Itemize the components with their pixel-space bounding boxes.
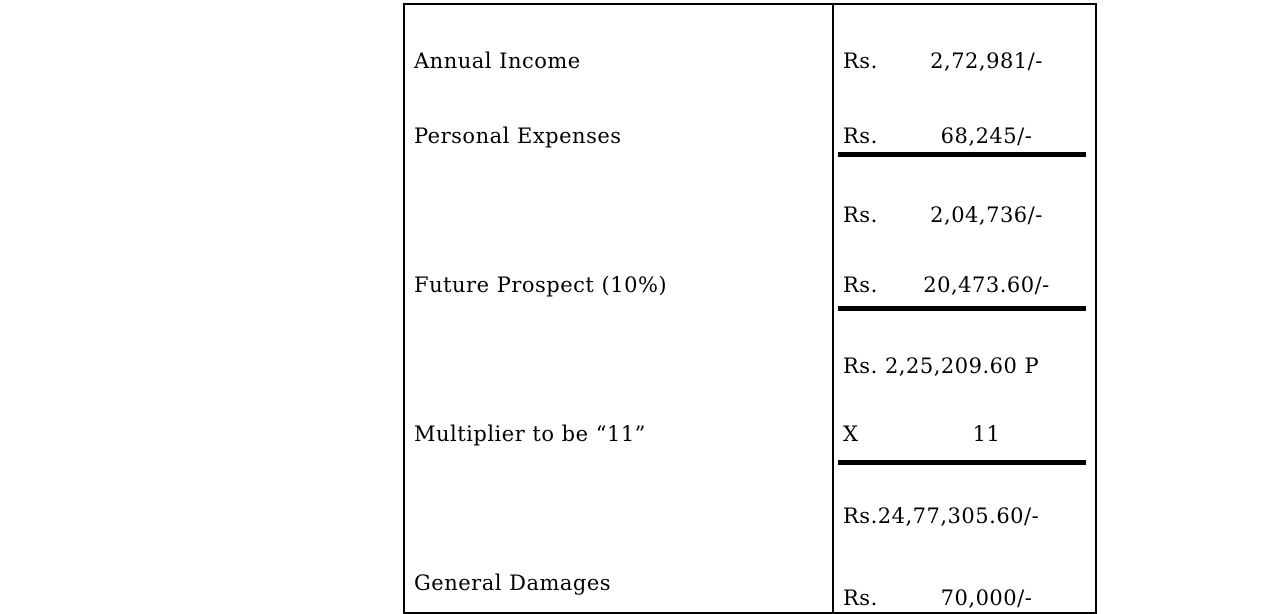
currency-prefix: Rs.: [843, 273, 878, 297]
amount-multiplier: 11: [972, 422, 1001, 446]
row-label-personal-expenses: Personal Expenses: [414, 124, 622, 148]
row-label-annual-income: Annual Income: [414, 49, 581, 73]
row-label-future-prospect: Future Prospect (10%): [414, 273, 668, 297]
amount-annual-income: 2,72,981/-: [930, 49, 1043, 73]
value-row-multiplier: [834, 421, 1095, 447]
value-row-annual-income: [834, 48, 1095, 74]
value-row-general-damages: [834, 585, 1095, 611]
currency-prefix: Rs.: [843, 124, 878, 148]
amount-total-dependency: Rs.24,77,305.60/-: [843, 504, 1040, 528]
subtraction-total-rule: [838, 152, 1086, 157]
currency-prefix: Rs.: [843, 203, 878, 227]
currency-prefix: Rs.: [843, 586, 878, 610]
value-row-total-dependency: [834, 503, 1095, 529]
row-label-general-damages: General Damages: [414, 571, 612, 595]
addition-total-rule: [838, 306, 1086, 311]
currency-prefix: Rs.: [843, 49, 878, 73]
multiplication-total-rule: [838, 460, 1086, 465]
amount-net-income: 2,04,736/-: [930, 203, 1043, 227]
value-row-net-income: [834, 202, 1095, 228]
value-row-personal-expenses: [834, 123, 1095, 149]
compensation-calculation-table: [403, 3, 1097, 614]
amount-future-prospect: 20,473.60/-: [923, 273, 1050, 297]
value-row-future-prospect: [834, 272, 1095, 298]
amount-annual-loss: Rs. 2,25,209.60 P: [843, 354, 1040, 378]
row-label-multiplier: Multiplier to be “11”: [414, 422, 646, 446]
multiplication-sign: X: [843, 422, 859, 446]
amount-general-damages: 70,000/-: [940, 586, 1033, 610]
value-row-annual-loss: [834, 353, 1095, 379]
amount-personal-expenses: 68,245/-: [940, 124, 1033, 148]
